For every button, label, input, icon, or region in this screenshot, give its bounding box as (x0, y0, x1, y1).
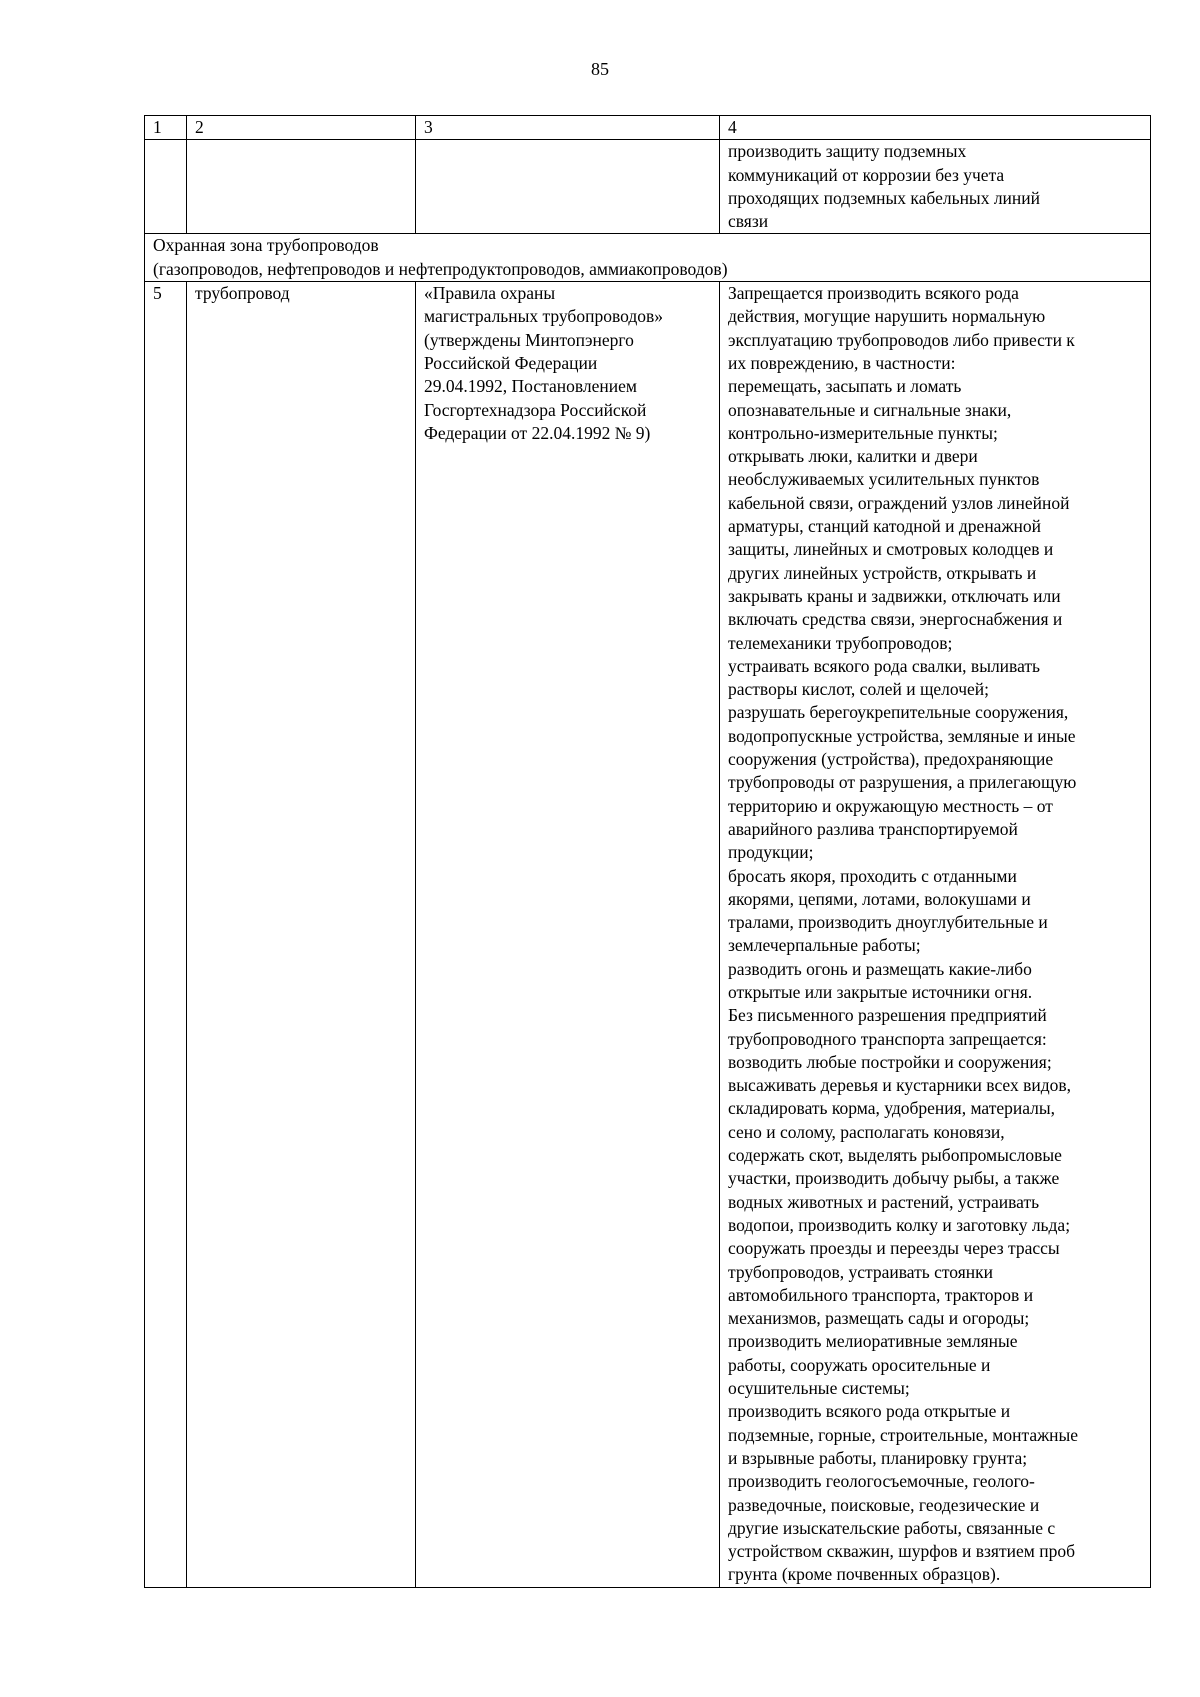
document-line: Госгортехнадзора Российской (424, 399, 647, 420)
restriction-line: их повреждению, в частности: (728, 352, 956, 373)
entry-number: 5 (145, 282, 187, 1588)
restriction-line: разведочные, поисковые, геодезические и (728, 1494, 1040, 1515)
restriction-line: сооружения (устройства), предохраняющие (728, 749, 1054, 770)
restriction-line: действия, могущие нарушить нормальную (728, 306, 1046, 327)
column-number-4: 4 (720, 116, 1151, 140)
column-number-1: 1 (145, 116, 187, 140)
restriction-line: участки, производить добычу рыбы, а также (728, 1168, 1060, 1189)
entry-row (145, 282, 1151, 1588)
document-line: Федерации от 22.04.1992 № 9) (424, 422, 651, 443)
restriction-line: работы, сооружать оросительные и (728, 1354, 991, 1375)
restriction-line: разрушать берегоукрепительные сооружения, (728, 702, 1069, 723)
restriction-line: водопои, производить колку и заготовку льда; (728, 1214, 1071, 1235)
restriction-line: высаживать деревья и кустарники всех видов, (728, 1075, 1072, 1096)
restriction-line: разводить огонь и размещать какие-либо (728, 958, 1032, 979)
restriction-line: механизмов, размещать сады и огороды; (728, 1308, 1030, 1329)
restriction-line: открытые или закрытые источники огня. (728, 981, 1033, 1002)
restriction-line: водопропускные устройства, земляные и иные (728, 725, 1076, 746)
continuation-cell-3 (416, 140, 720, 234)
continuation-line: связи (728, 211, 769, 232)
restriction-line: других линейных устройств, открывать и (728, 562, 1037, 583)
restriction-line: другие изыскательские работы, связанные с (728, 1517, 1056, 1538)
document-line: (утверждены Минтопэнерго (424, 329, 634, 350)
restriction-line: арматуры, станций катодной и дренажной (728, 516, 1042, 537)
document-line: Российской Федерации (424, 352, 598, 373)
restriction-line: устраивать всякого рода свалки, выливать (728, 655, 1041, 676)
document-line: «Правила охраны (424, 283, 556, 304)
restriction-line: трубопроводов, устраивать стоянки (728, 1261, 993, 1282)
restriction-line: эксплуатацию трубопроводов либо привести к (728, 329, 1075, 350)
restriction-line: сооружать проезды и переезды через трассы (728, 1238, 1060, 1259)
restriction-line: защиты, линейных и смотровых колодцев и (728, 539, 1054, 560)
page-number: 85 (591, 59, 609, 79)
document-line: 29.04.1992, Постановлением (424, 376, 637, 397)
restriction-line: растворы кислот, солей и щелочей; (728, 679, 990, 700)
restriction-line: возводить любые постройки и сооружения; (728, 1051, 1052, 1072)
entry-restrictions (720, 282, 1151, 1588)
continuation-cell-2 (187, 140, 416, 234)
restriction-line: производить мелиоративные земляные (728, 1331, 1018, 1352)
section-heading-line: (газопроводов, нефтепроводов и нефтепродуктопроводов, аммиакопроводов) (153, 258, 728, 279)
restriction-line: кабельной связи, ограждений узлов линейной (728, 492, 1070, 513)
document-line: магистральных трубопроводов» (424, 306, 664, 327)
restriction-line: включать средства связи, энергоснабжения и (728, 609, 1063, 630)
continuation-text-cell (720, 140, 1151, 234)
restriction-line: грунта (кроме почвенных образцов). (728, 1564, 1001, 1585)
regulation-table (144, 115, 1151, 1588)
restriction-line: трубопроводы от разрушения, а прилегающую (728, 772, 1077, 793)
restriction-line: необслуживаемых усилительных пунктов (728, 469, 1040, 490)
continuation-row (145, 140, 1151, 234)
restriction-line: якорями, цепями, лотами, волокушами и (728, 888, 1031, 909)
restriction-line: тралами, производить дноуглубительные и (728, 912, 1048, 933)
restriction-line: бросать якоря, проходить с отданными (728, 865, 1017, 886)
column-number-3: 3 (416, 116, 720, 140)
restriction-line: Без письменного разрешения предприятий (728, 1005, 1047, 1026)
section-heading-line: Охранная зона трубопроводов (153, 235, 379, 256)
section-heading-row (145, 234, 1151, 282)
column-number-row (145, 116, 1151, 140)
restriction-line: автомобильного транспорта, тракторов и (728, 1284, 1034, 1305)
restriction-line: производить всякого рода открытые и (728, 1401, 1011, 1422)
entry-document (416, 282, 720, 1588)
restriction-line: опознавательные и сигнальные знаки, (728, 399, 1012, 420)
restriction-line: перемещать, засыпать и ломать (728, 376, 962, 397)
restriction-line: трубопроводного транспорта запрещается: (728, 1028, 1047, 1049)
restriction-line: производить геологосъемочные, геолого- (728, 1471, 1035, 1492)
section-heading (145, 234, 1151, 282)
restriction-line: и взрывные работы, планировку грунта; (728, 1447, 1028, 1468)
column-number-2: 2 (187, 116, 416, 140)
restriction-line: сено и солому, располагать коновязи, (728, 1121, 1005, 1142)
restriction-line: открывать люки, калитки и двери (728, 446, 978, 467)
restriction-line: осушительные системы; (728, 1378, 910, 1399)
restriction-line: телемеханики трубопроводов; (728, 632, 953, 653)
continuation-line: производить защиту подземных (728, 141, 967, 162)
restriction-line: подземные, горные, строительные, монтажные (728, 1424, 1079, 1445)
restriction-line: Запрещается производить всякого рода (728, 283, 1019, 304)
restriction-line: содержать скот, выделять рыбопромысловые (728, 1145, 1062, 1166)
continuation-line: проходящих подземных кабельных линий (728, 187, 1041, 208)
continuation-cell-1 (145, 140, 187, 234)
entry-object: трубопровод (187, 282, 416, 1588)
restriction-line: аварийного разлива транспортируемой (728, 818, 1018, 839)
continuation-line: коммуникаций от коррозии без учета (728, 164, 1005, 185)
restriction-line: складировать корма, удобрения, материалы, (728, 1098, 1056, 1119)
restriction-line: водных животных и растений, устраивать (728, 1191, 1040, 1212)
restriction-line: контрольно-измерительные пункты; (728, 422, 998, 443)
restriction-line: устройством скважин, шурфов и взятием проб (728, 1541, 1075, 1562)
restriction-line: продукции; (728, 842, 814, 863)
restriction-line: закрывать краны и задвижки, отключать или (728, 585, 1061, 606)
restriction-line: территорию и окружающую местность – от (728, 795, 1053, 816)
restriction-line: землечерпальные работы; (728, 935, 921, 956)
